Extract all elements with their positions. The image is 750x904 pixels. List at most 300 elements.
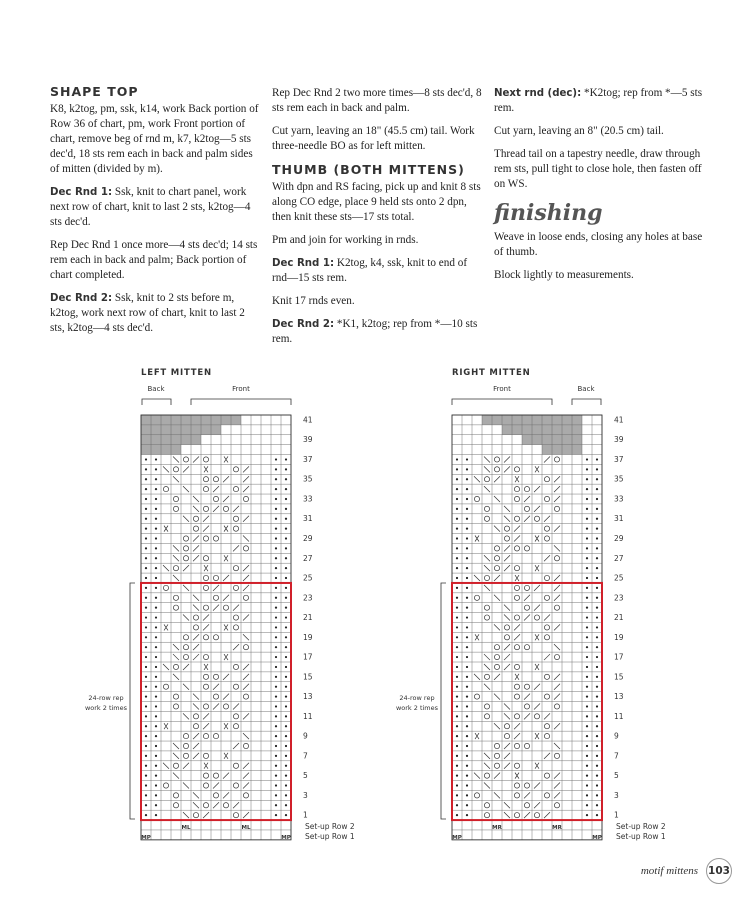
k2tog-symbol bbox=[534, 585, 540, 591]
left-setup-row-1: Set-up Row 1 bbox=[305, 832, 355, 841]
grid-shade-cell bbox=[211, 425, 221, 435]
purl-dot bbox=[586, 547, 588, 549]
purl-dot bbox=[586, 814, 588, 816]
purl-dot bbox=[285, 745, 287, 747]
purl-dot bbox=[145, 636, 147, 638]
yo-symbol bbox=[524, 783, 529, 788]
purl-dot bbox=[456, 458, 458, 460]
grid-shade-cell bbox=[572, 435, 582, 445]
k2tog-symbol bbox=[193, 654, 199, 660]
purl-dot bbox=[586, 508, 588, 510]
purl-dot bbox=[596, 755, 598, 757]
purl-dot bbox=[456, 616, 458, 618]
purl-dot bbox=[155, 518, 157, 520]
right-front-bracket bbox=[452, 399, 552, 405]
yo-symbol bbox=[173, 694, 178, 699]
purl-dot bbox=[586, 557, 588, 559]
grid-shade-cell bbox=[151, 435, 161, 445]
row-number: 5 bbox=[614, 771, 619, 781]
grid-shade-cell bbox=[562, 415, 572, 425]
yo-symbol bbox=[203, 654, 208, 659]
row-number: 1 bbox=[614, 810, 619, 820]
k2tog-symbol bbox=[504, 644, 510, 650]
yo-symbol bbox=[163, 487, 168, 492]
block-paragraph: Block lightly to measurements. bbox=[494, 269, 634, 281]
row-number: 29 bbox=[303, 534, 313, 543]
yo-symbol bbox=[173, 595, 178, 600]
purl-dot bbox=[275, 518, 277, 520]
yo-symbol bbox=[213, 793, 218, 798]
right-mr-1: MR bbox=[492, 825, 502, 831]
ssk-symbol bbox=[484, 555, 490, 561]
yo-symbol bbox=[183, 635, 188, 640]
purl-dot bbox=[145, 804, 147, 806]
k2tog-symbol bbox=[504, 555, 510, 561]
k2tog-symbol bbox=[243, 565, 249, 571]
purl-dot bbox=[466, 705, 468, 707]
row-number: 39 bbox=[303, 435, 313, 445]
thumb-dec-1-paragraph bbox=[272, 256, 484, 286]
twist-symbol bbox=[475, 733, 479, 739]
grid-shade-cell bbox=[572, 445, 582, 455]
purl-dot bbox=[596, 646, 598, 648]
grid-shade-cell bbox=[161, 425, 171, 435]
purl-dot bbox=[275, 794, 277, 796]
ssk-symbol bbox=[163, 466, 169, 472]
yo-symbol bbox=[534, 615, 539, 620]
yo-symbol bbox=[173, 605, 178, 610]
purl-dot bbox=[285, 636, 287, 638]
k2tog-symbol bbox=[183, 664, 189, 670]
purl-dot bbox=[596, 557, 598, 559]
shape-top-paragraph: K8, k2tog, pm, ssk, k14, work Back portion of Row 36 of chart, pm, work Front portion of chart, remove beg of rnd m, k7, k2tog—5 sts dec'd, 18 sts rem each in back and palm sides of mitten (divided by m). bbox=[50, 103, 259, 175]
yo-symbol bbox=[484, 714, 489, 719]
left-rep-label-1: 24-row rep bbox=[88, 694, 124, 702]
purl-dot bbox=[145, 755, 147, 757]
purl-dot bbox=[285, 775, 287, 777]
grid-shade-cell bbox=[532, 425, 542, 435]
ssk-symbol bbox=[173, 654, 179, 660]
purl-dot bbox=[596, 478, 598, 480]
purl-dot bbox=[275, 775, 277, 777]
purl-dot bbox=[155, 528, 157, 530]
purl-dot bbox=[155, 794, 157, 796]
ssk-symbol bbox=[183, 713, 189, 719]
ssk-symbol bbox=[193, 496, 199, 502]
purl-dot bbox=[466, 715, 468, 717]
purl-dot bbox=[145, 725, 147, 727]
purl-dot bbox=[596, 616, 598, 618]
k2tog-symbol bbox=[554, 476, 560, 482]
row-number: 1 bbox=[303, 810, 308, 820]
yo-symbol bbox=[233, 783, 238, 788]
yo-symbol bbox=[203, 506, 208, 511]
twist-symbol bbox=[164, 624, 168, 630]
next-rnd-paragraph bbox=[494, 86, 704, 116]
yo-symbol bbox=[494, 763, 499, 768]
yo-symbol bbox=[554, 556, 559, 561]
yo-symbol bbox=[514, 615, 519, 620]
grid-shade-cell bbox=[532, 415, 542, 425]
purl-dot bbox=[586, 765, 588, 767]
purl-dot bbox=[155, 458, 157, 460]
chart-border bbox=[141, 415, 291, 840]
right-back-label: Back bbox=[577, 385, 595, 393]
yo-symbol bbox=[213, 477, 218, 482]
k2tog-symbol bbox=[554, 773, 560, 779]
purl-dot bbox=[145, 765, 147, 767]
purl-dot bbox=[456, 705, 458, 707]
thumb-dec-2-paragraph bbox=[272, 317, 484, 347]
purl-dot bbox=[145, 695, 147, 697]
right-rep-bracket bbox=[441, 583, 446, 819]
purl-dot bbox=[285, 646, 287, 648]
ssk-symbol bbox=[504, 605, 510, 611]
yo-symbol bbox=[163, 684, 168, 689]
grid-shade-cell bbox=[181, 415, 191, 425]
ssk-symbol bbox=[494, 792, 500, 798]
ssk-symbol bbox=[504, 615, 510, 621]
purl-dot bbox=[145, 488, 147, 490]
shape-top-heading: SHAPE TOP bbox=[50, 84, 139, 99]
yo-symbol bbox=[544, 536, 549, 541]
yo-symbol bbox=[193, 813, 198, 818]
k2tog-symbol bbox=[203, 713, 209, 719]
purl-dot bbox=[586, 725, 588, 727]
purl-dot bbox=[466, 745, 468, 747]
k2tog-symbol bbox=[544, 555, 550, 561]
purl-dot bbox=[155, 676, 157, 678]
k2tog-symbol bbox=[524, 595, 530, 601]
grid-shade-cell bbox=[542, 415, 552, 425]
purl-dot bbox=[586, 626, 588, 628]
k2tog-symbol bbox=[213, 486, 219, 492]
k2tog-symbol bbox=[243, 476, 249, 482]
yo-symbol bbox=[544, 526, 549, 531]
yo-symbol bbox=[243, 595, 248, 600]
right-row-numbers bbox=[614, 415, 624, 819]
yo-symbol bbox=[183, 536, 188, 541]
purl-dot bbox=[456, 656, 458, 658]
grid-shade-cell bbox=[171, 415, 181, 425]
yo-symbol bbox=[173, 664, 178, 669]
purl-dot bbox=[275, 488, 277, 490]
row-number: 11 bbox=[614, 711, 624, 721]
k2tog-symbol bbox=[223, 674, 229, 680]
k2tog-symbol bbox=[243, 575, 249, 581]
purl-dot bbox=[466, 528, 468, 530]
yo-symbol bbox=[173, 496, 178, 501]
ssk-symbol bbox=[163, 664, 169, 670]
grid-shade-cell bbox=[542, 445, 552, 455]
twist-symbol bbox=[475, 634, 479, 640]
grid-shade-cell bbox=[492, 415, 502, 425]
k2tog-symbol bbox=[534, 802, 540, 808]
yo-symbol bbox=[494, 467, 499, 472]
yo-symbol bbox=[484, 803, 489, 808]
ssk-symbol bbox=[474, 773, 480, 779]
purl-dot bbox=[285, 666, 287, 668]
purl-dot bbox=[456, 607, 458, 609]
grid-shade-cell bbox=[191, 425, 201, 435]
row-number: 7 bbox=[303, 751, 308, 761]
purl-dot bbox=[466, 636, 468, 638]
purl-dot bbox=[466, 804, 468, 806]
k2tog-symbol bbox=[213, 783, 219, 789]
purl-dot bbox=[145, 458, 147, 460]
k2tog-symbol bbox=[544, 456, 550, 462]
purl-dot bbox=[456, 547, 458, 549]
k2tog-symbol bbox=[213, 703, 219, 709]
purl-dot bbox=[586, 607, 588, 609]
k2tog-symbol bbox=[524, 516, 530, 522]
purl-dot bbox=[145, 745, 147, 747]
purl-dot bbox=[155, 695, 157, 697]
purl-dot bbox=[456, 765, 458, 767]
right-mr-2: MR bbox=[552, 825, 562, 831]
yo-symbol bbox=[474, 496, 479, 501]
row-number: 27 bbox=[614, 553, 624, 563]
yo-symbol bbox=[183, 645, 188, 650]
purl-dot bbox=[155, 765, 157, 767]
yo-symbol bbox=[173, 506, 178, 511]
purl-dot bbox=[466, 547, 468, 549]
yo-symbol bbox=[524, 743, 529, 748]
purl-dot bbox=[155, 804, 157, 806]
purl-dot bbox=[275, 547, 277, 549]
purl-dot bbox=[155, 784, 157, 786]
ssk-symbol bbox=[173, 575, 179, 581]
purl-dot bbox=[456, 695, 458, 697]
yo-symbol bbox=[203, 605, 208, 610]
twist-symbol bbox=[515, 674, 519, 680]
ssk-symbol bbox=[173, 476, 179, 482]
row-number: 17 bbox=[303, 652, 313, 662]
purl-dot bbox=[586, 468, 588, 470]
yo-symbol bbox=[193, 714, 198, 719]
grid-shade-cell bbox=[231, 415, 241, 425]
k2tog-symbol bbox=[193, 456, 199, 462]
yo-symbol bbox=[233, 615, 238, 620]
purl-dot bbox=[596, 518, 598, 520]
purl-dot bbox=[155, 745, 157, 747]
yo-symbol bbox=[233, 625, 238, 630]
grid-shade-cell bbox=[502, 415, 512, 425]
k2tog-symbol bbox=[233, 605, 239, 611]
ssk-symbol bbox=[183, 585, 189, 591]
k2tog-symbol bbox=[534, 506, 540, 512]
purl-dot bbox=[596, 626, 598, 628]
yo-symbol bbox=[554, 803, 559, 808]
left-front-bracket bbox=[191, 399, 291, 405]
purl-dot bbox=[145, 547, 147, 549]
purl-dot bbox=[275, 804, 277, 806]
ssk-symbol bbox=[183, 812, 189, 818]
purl-dot bbox=[145, 577, 147, 579]
ssk-symbol bbox=[554, 743, 560, 749]
purl-dot bbox=[586, 784, 588, 786]
purl-dot bbox=[275, 725, 277, 727]
grid-shade-cell bbox=[522, 415, 532, 425]
purl-dot bbox=[586, 488, 588, 490]
ssk-symbol bbox=[243, 733, 249, 739]
purl-dot bbox=[586, 537, 588, 539]
purl-dot bbox=[155, 468, 157, 470]
row-number: 15 bbox=[303, 672, 313, 682]
purl-dot bbox=[285, 705, 287, 707]
k2tog-symbol bbox=[534, 486, 540, 492]
yo-symbol bbox=[494, 546, 499, 551]
k2tog-symbol bbox=[243, 664, 249, 670]
purl-dot bbox=[466, 676, 468, 678]
yo-symbol bbox=[203, 753, 208, 758]
yo-symbol bbox=[243, 645, 248, 650]
k2tog-symbol bbox=[554, 674, 560, 680]
thumb-dec-2-label: Dec Rnd 2: bbox=[272, 319, 335, 330]
yo-symbol bbox=[484, 506, 489, 511]
purl-dot bbox=[285, 597, 287, 599]
right-setup-row-1: Set-up Row 1 bbox=[616, 832, 666, 841]
yo-symbol bbox=[544, 477, 549, 482]
yo-symbol bbox=[233, 763, 238, 768]
purl-dot bbox=[456, 646, 458, 648]
row-number: 13 bbox=[614, 692, 624, 702]
yo-symbol bbox=[514, 487, 519, 492]
purl-dot bbox=[466, 725, 468, 727]
yo-symbol bbox=[183, 753, 188, 758]
ssk-symbol bbox=[193, 605, 199, 611]
purl-dot bbox=[456, 597, 458, 599]
yo-symbol bbox=[243, 694, 248, 699]
grid-shade-cell bbox=[552, 425, 562, 435]
purl-dot bbox=[155, 775, 157, 777]
ssk-symbol bbox=[173, 674, 179, 680]
purl-dot bbox=[456, 775, 458, 777]
ssk-symbol bbox=[484, 664, 490, 670]
k2tog-symbol bbox=[504, 545, 510, 551]
purl-dot bbox=[285, 587, 287, 589]
yo-symbol bbox=[213, 595, 218, 600]
purl-dot bbox=[275, 567, 277, 569]
purl-dot bbox=[596, 765, 598, 767]
purl-dot bbox=[466, 784, 468, 786]
yo-symbol bbox=[514, 566, 519, 571]
right-mp-1: MP bbox=[452, 835, 462, 841]
k2tog-symbol bbox=[554, 624, 560, 630]
grid-shade-cell bbox=[151, 415, 161, 425]
purl-dot bbox=[285, 695, 287, 697]
grid-shade-cell bbox=[161, 435, 171, 445]
purl-dot bbox=[466, 616, 468, 618]
purl-dot bbox=[456, 804, 458, 806]
twist-symbol bbox=[475, 536, 479, 542]
k2tog-symbol bbox=[554, 783, 560, 789]
purl-dot bbox=[155, 597, 157, 599]
row-number: 11 bbox=[303, 711, 313, 721]
purl-dot bbox=[145, 537, 147, 539]
yo-symbol bbox=[514, 793, 519, 798]
yo-symbol bbox=[514, 684, 519, 689]
yo-symbol bbox=[203, 684, 208, 689]
right-chart-title: RIGHT MITTEN bbox=[452, 368, 531, 378]
left-rep-bracket bbox=[130, 583, 135, 819]
k2tog-symbol bbox=[494, 476, 500, 482]
purl-dot bbox=[285, 755, 287, 757]
yo-symbol bbox=[223, 605, 228, 610]
page-number: 103 bbox=[706, 858, 732, 884]
column-2 bbox=[272, 86, 484, 355]
k2tog-symbol bbox=[514, 723, 520, 729]
purl-dot bbox=[466, 775, 468, 777]
purl-dot bbox=[145, 676, 147, 678]
yo-symbol bbox=[213, 674, 218, 679]
k2tog-symbol bbox=[223, 773, 229, 779]
yo-symbol bbox=[534, 813, 539, 818]
yo-symbol bbox=[544, 625, 549, 630]
grid-shade-cell bbox=[211, 415, 221, 425]
grid-shade-cell bbox=[552, 415, 562, 425]
grid-shade-cell bbox=[552, 435, 562, 445]
k2tog-symbol bbox=[554, 496, 560, 502]
purl-dot bbox=[155, 735, 157, 737]
knit-even-paragraph: Knit 17 rnds even. bbox=[272, 295, 355, 307]
left-chart-grid bbox=[141, 415, 291, 840]
ssk-symbol bbox=[494, 694, 500, 700]
k2tog-symbol bbox=[534, 703, 540, 709]
row-number: 41 bbox=[303, 415, 313, 425]
yo-symbol bbox=[243, 546, 248, 551]
k2tog-symbol bbox=[223, 595, 229, 601]
purl-dot bbox=[155, 755, 157, 757]
yo-symbol bbox=[183, 546, 188, 551]
grid-shade-cell bbox=[512, 425, 522, 435]
purl-dot bbox=[466, 518, 468, 520]
k2tog-symbol bbox=[243, 763, 249, 769]
k2tog-symbol bbox=[233, 703, 239, 709]
purl-dot bbox=[456, 666, 458, 668]
purl-dot bbox=[466, 587, 468, 589]
chart-border bbox=[452, 415, 602, 840]
yo-symbol bbox=[524, 506, 529, 511]
twist-symbol bbox=[224, 654, 228, 660]
row-number: 21 bbox=[303, 613, 313, 623]
purl-dot bbox=[285, 607, 287, 609]
yo-symbol bbox=[233, 714, 238, 719]
ssk-symbol bbox=[554, 545, 560, 551]
grid-shade-cell bbox=[181, 425, 191, 435]
yo-symbol bbox=[544, 773, 549, 778]
row-number: 37 bbox=[614, 454, 624, 464]
ssk-symbol bbox=[504, 516, 510, 522]
yo-symbol bbox=[494, 645, 499, 650]
twist-symbol bbox=[515, 773, 519, 779]
purl-dot bbox=[275, 646, 277, 648]
twist-symbol bbox=[224, 456, 228, 462]
yo-symbol bbox=[484, 605, 489, 610]
purl-dot bbox=[275, 695, 277, 697]
k2tog-symbol bbox=[554, 526, 560, 532]
yo-symbol bbox=[203, 457, 208, 462]
yo-symbol bbox=[554, 753, 559, 758]
yo-symbol bbox=[484, 773, 489, 778]
yo-symbol bbox=[554, 506, 559, 511]
purl-dot bbox=[596, 775, 598, 777]
grid-shade-cell bbox=[201, 415, 211, 425]
twist-symbol bbox=[535, 466, 539, 472]
k2tog-symbol bbox=[193, 743, 199, 749]
ssk-symbol bbox=[183, 516, 189, 522]
thumb-dec-1-label: Dec Rnd 1: bbox=[272, 258, 335, 269]
